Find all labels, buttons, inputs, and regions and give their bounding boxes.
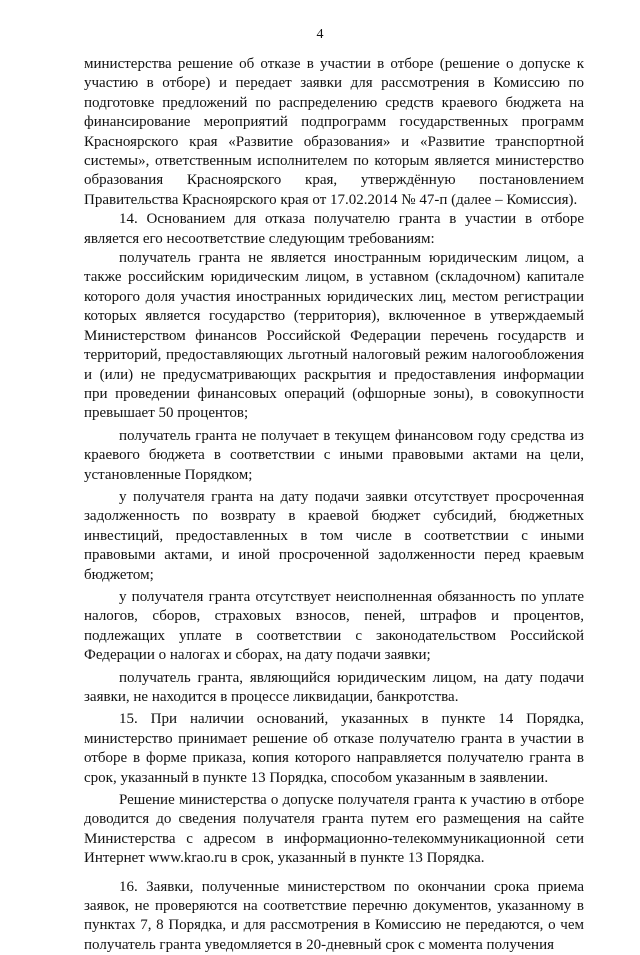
paragraph-commission: министерства решение об отказе в участии в отборе (решение о допуске к участию в отборе) и передает заявки для рассмотрения в Комиссию по подготовке предложений по распределению средств краевого бюджета на финансирование мероприятий подпрограмм государственных программ Красноярского края «Развитие образования» и «Развитие транспортной системы», ответственным исполнителем по которым является министерство образования Красноярского края, утверждённую постановлением Правительства Красноярского края от 17.02.2014 № 47-п (далее – Комиссия). xyxy=(84,56,584,208)
page-number: 4 xyxy=(316,27,324,42)
paragraph-no-overdue-debt: у получателя гранта на дату подачи заявки отсутствует просроченная задолженность по возврату в краевой бюджет субсидий, бюджетных инвестиций, предоставленных в том числе в соответствии с иными правовыми актами, и иной просроченной задолженности перед краевым бюджетом; xyxy=(84,488,584,583)
paragraph-16: 16. Заявки, полученные министерством по окончании срока приема заявок, не проверяются на соответствие перечню документов, указанному в пунктах 7, 8 Порядка, и для рассмотрения в Комиссию не передаются, о чем получатель гранта уведомляется в 20-дневный срок с момента получения xyxy=(84,878,584,953)
paragraph-not-liquidated: получатель гранта, являющийся юридическим лицом, на дату подачи заявки, не находится в процессе ликвидации, банкротства. xyxy=(84,669,584,705)
paragraph-no-tax-debt: у получателя гранта отсутствует неисполненная обязанность по уплате налогов, сборов, страховых взносов, пеней, штрафов и процентов, подлежащих уплате в соответствии с законодательством Российской Федерации о налогах и сборах, на дату подачи заявки; xyxy=(84,588,584,664)
paragraph-decision-publication: Решение министерства о допуске получателя гранта к участию в отборе доводится до сведения получателя гранта путем его размещения на сайте Министерства с адресом в информационно-телекоммуникационной сети Интернет www.krao.ru в срок, указанный в пункте 13 Порядка. xyxy=(84,792,584,867)
document-body xyxy=(84,55,584,955)
paragraph-foreign-entity: получатель гранта не является иностранным юридическим лицом, а также российским юридическим лицом, в уставном (складочном) капитале которого доля участия иностранных юридических лиц, местом регистрации которых является государство (территория), включенное в утверждаемый Министерством финансов Российской Федерации перечень государств и территорий, предоставляющих льготный налоговый режим налогообложения и (или) не предусматривающих раскрытия и предоставления информации при проведении финансовых операций (офшорные зоны), в совокупности превышает 50 процентов; xyxy=(84,250,584,422)
paragraph-no-other-funds: получатель гранта не получает в текущем финансовом году средства из краевого бюджета в соответствии с иными правовыми актами на цели, установленные Порядком; xyxy=(84,427,584,483)
paragraph-14: 14. Основанием для отказа получателю гранта в участии в отборе является его несоответствие следующим требованиям: xyxy=(84,211,584,247)
paragraph-15: 15. При наличии оснований, указанных в пункте 14 Порядка, министерство принимает решение об отказе получателю гранта в участии в отборе в форме приказа, копия которого направляется получателю гранта в срок, указанный в пункте 13 Порядка, способом указанным в заявлении. xyxy=(84,711,584,786)
